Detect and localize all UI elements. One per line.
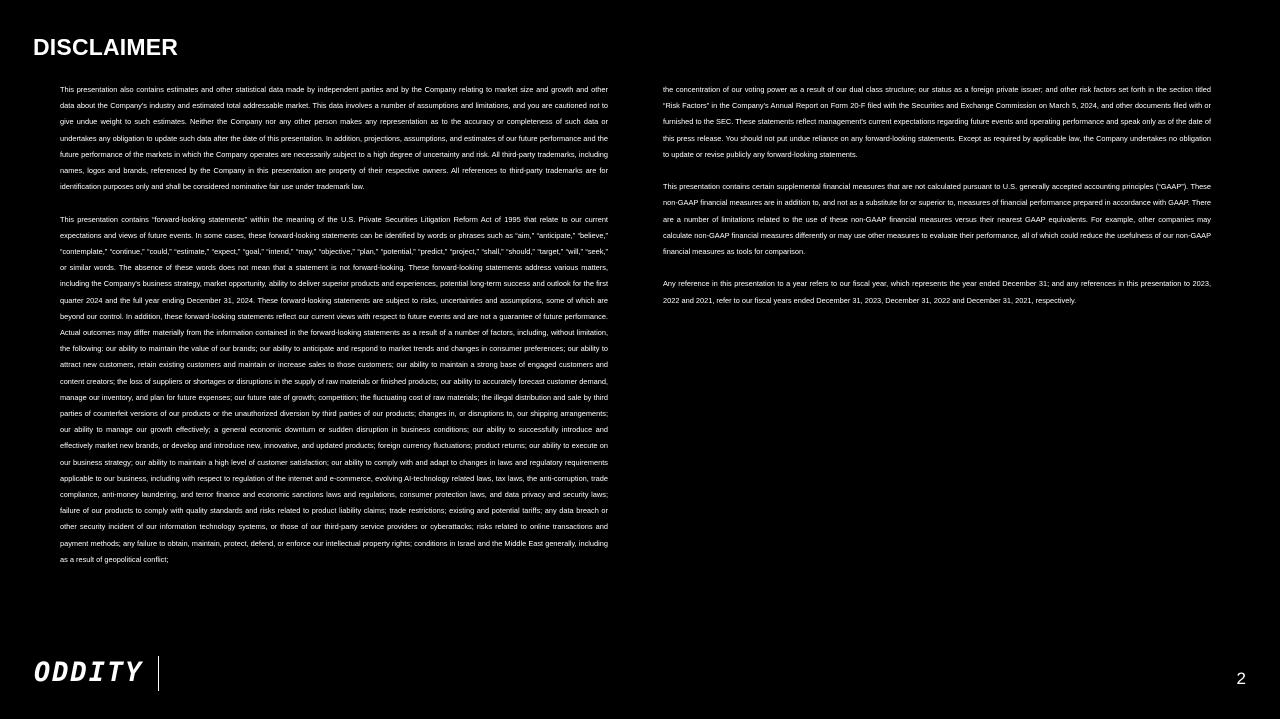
disclaimer-left-column: [60, 82, 608, 584]
oddity-logo: ODDITY: [34, 657, 144, 688]
disclaimer-right-column: [663, 82, 1211, 325]
paragraph-non-gaap: This presentation contains certain supplemental financial measures that are not calculated pursuant to U.S. generally accepted accounting principles (“GAAP”). These non-GAAP financial measures are in addition to, and not as a substitute for or superior to, measures of financial performance prepared in accordance with GAAP. There are a number of limitations related to the use of these non-GAAP financial measures versus their nearest GAAP equivalents. For example, other companies may calculate non-GAAP financial measures differently or may use other measures to evaluate their performance, all of which could reduce the usefulness of our non-GAAP financial measures as tools for comparison.: [663, 182, 1211, 257]
paragraph-risk-factors: the concentration of our voting power as a result of our dual class structure; our status as a foreign private issuer; and other risk factors set forth in the section titled “Risk Factors” in the Company's Annual Report on Form 20-F filed with the Securities and Exchange Commission on March 5, 2024, and other documents filed with or furnished to the SEC. These statements reflect management's current expectations regarding future events and operating performance and speak only as of the date of this press release. You should not put undue reliance on any forward-looking statements. Except as required by applicable law, the Company undertakes no obligation to update or revise publicly any forward-looking statements.: [663, 85, 1211, 159]
paragraph-forward-looking: This presentation contains “forward-looking statements” within the meaning of the U.S. Private Securities Litigation Reform Act of 1995 that relate to our current expectations and views of future events. In some cases, these forward-looking statements can be identified by words or phrases such as “aim,” “anticipate,” “believe,” “contemplate,” “continue,” “could,” “estimate,” “expect,” “goal,” “intend,” “may,” “objective,” “plan,” “potential,” “predict,” “project,” “shall,” “should,” “target,” “will,” “seek,” or similar words. The absence of these words does not mean that a statement is not forward-looking. These forward-looking statements address various matters, including the Company's business strategy, market opportunity, ability to deliver superior products and experiences, potential long-term success and outlook for the first quarter 2024 and the full year ending December 31, 2024. These forward-looking statements are subject to risks, uncertainties and assumptions, some of which are beyond our control. In addition, these forward-looking statements reflect our current views with respect to future events and are not a guarantee of future performance. Actual outcomes may differ materially from the information contained in the forward-looking statements as a result of a number of factors, including, without limitation, the following: our ability to maintain the value of our brands; our ability to anticipate and respond to market trends and changes in consumer preferences; our ability to attract new customers, retain existing customers and maintain or increase sales to those customers; our ability to maintain a strong base of engaged customers and content creators; the loss of suppliers or shortages or disruptions in the supply of raw materials or finished products; our ability to accurately forecast customer demand, manage our inventory, and plan for future expenses; our future rate of growth; competition; the fluctuating cost of raw materials; the illegal distribution and sale by third parties of counterfeit versions of our products or the unauthorized diversion by third parties of our products; changes in, or disruptions to, our shipping arrangements; our ability to manage our growth effectively; a general economic downturn or sudden disruption in business conditions; our ability to successfully introduce and effectively market new brands, or develop and introduce new, innovative, and updated products; foreign currency fluctuations; product returns; our ability to execute on our business strategy; our ability to maintain a high level of customer satisfaction; our ability to comply with and adapt to changes in laws and regulatory requirements applicable to our business, including with respect to regulation of the internet and e-commerce, evolving AI-technology related laws, tax laws, the anti-corruption, trade compliance, anti-money laundering, and terror finance and economic sanctions laws and regulations, consumer protection laws, and data privacy and security laws; failure of our products to comply with quality standards and risks related to product liability claims; trade restrictions; existing and potential tariffs; any data breach or other security incident of our information technology systems, or those of our third-party service providers or cyberattacks; risks related to online transactions and payment methods; any failure to obtain, maintain, protect, defend, or enforce our intellectual property rights; conditions in Israel and the Middle East generally, including as a result of geopolitical conflict;: [60, 214, 608, 564]
logo-divider: [158, 656, 159, 691]
paragraph-estimates: This presentation also contains estimates and other statistical data made by independent parties and by the Company relating to market size and growth and other data about the Company's industry and estimated total addressable market. This data involves a number of assumptions and limitations, and you are cautioned not to give undue weight to such estimates. Neither the Company nor any other person makes any representation as to the accuracy or completeness of such data or undertakes any obligation to update such data after the date of this presentation. In addition, projections, assumptions, and estimates of our future performance and the future performance of the markets in which the Company operates are necessarily subject to a high degree of uncertainty and risk. All third-party trademarks, including names, logos and brands, referenced by the Company in this presentation are property of their respective owners. All references to third-party trademarks are for identification purposes only and shall be considered nominative fair use under trademark law.: [60, 85, 608, 192]
paragraph-fiscal-year: Any reference in this presentation to a year refers to our fiscal year, which represents the year ended December 31; and any references in this presentation to 2023, 2022 and 2021, refer to our fiscal years ended December 31, 2023, December 31, 2022 and December 31, 2021, respectively.: [663, 279, 1211, 305]
page-title: DISCLAIMER: [33, 34, 179, 60]
page-number: 2: [1236, 669, 1246, 688]
